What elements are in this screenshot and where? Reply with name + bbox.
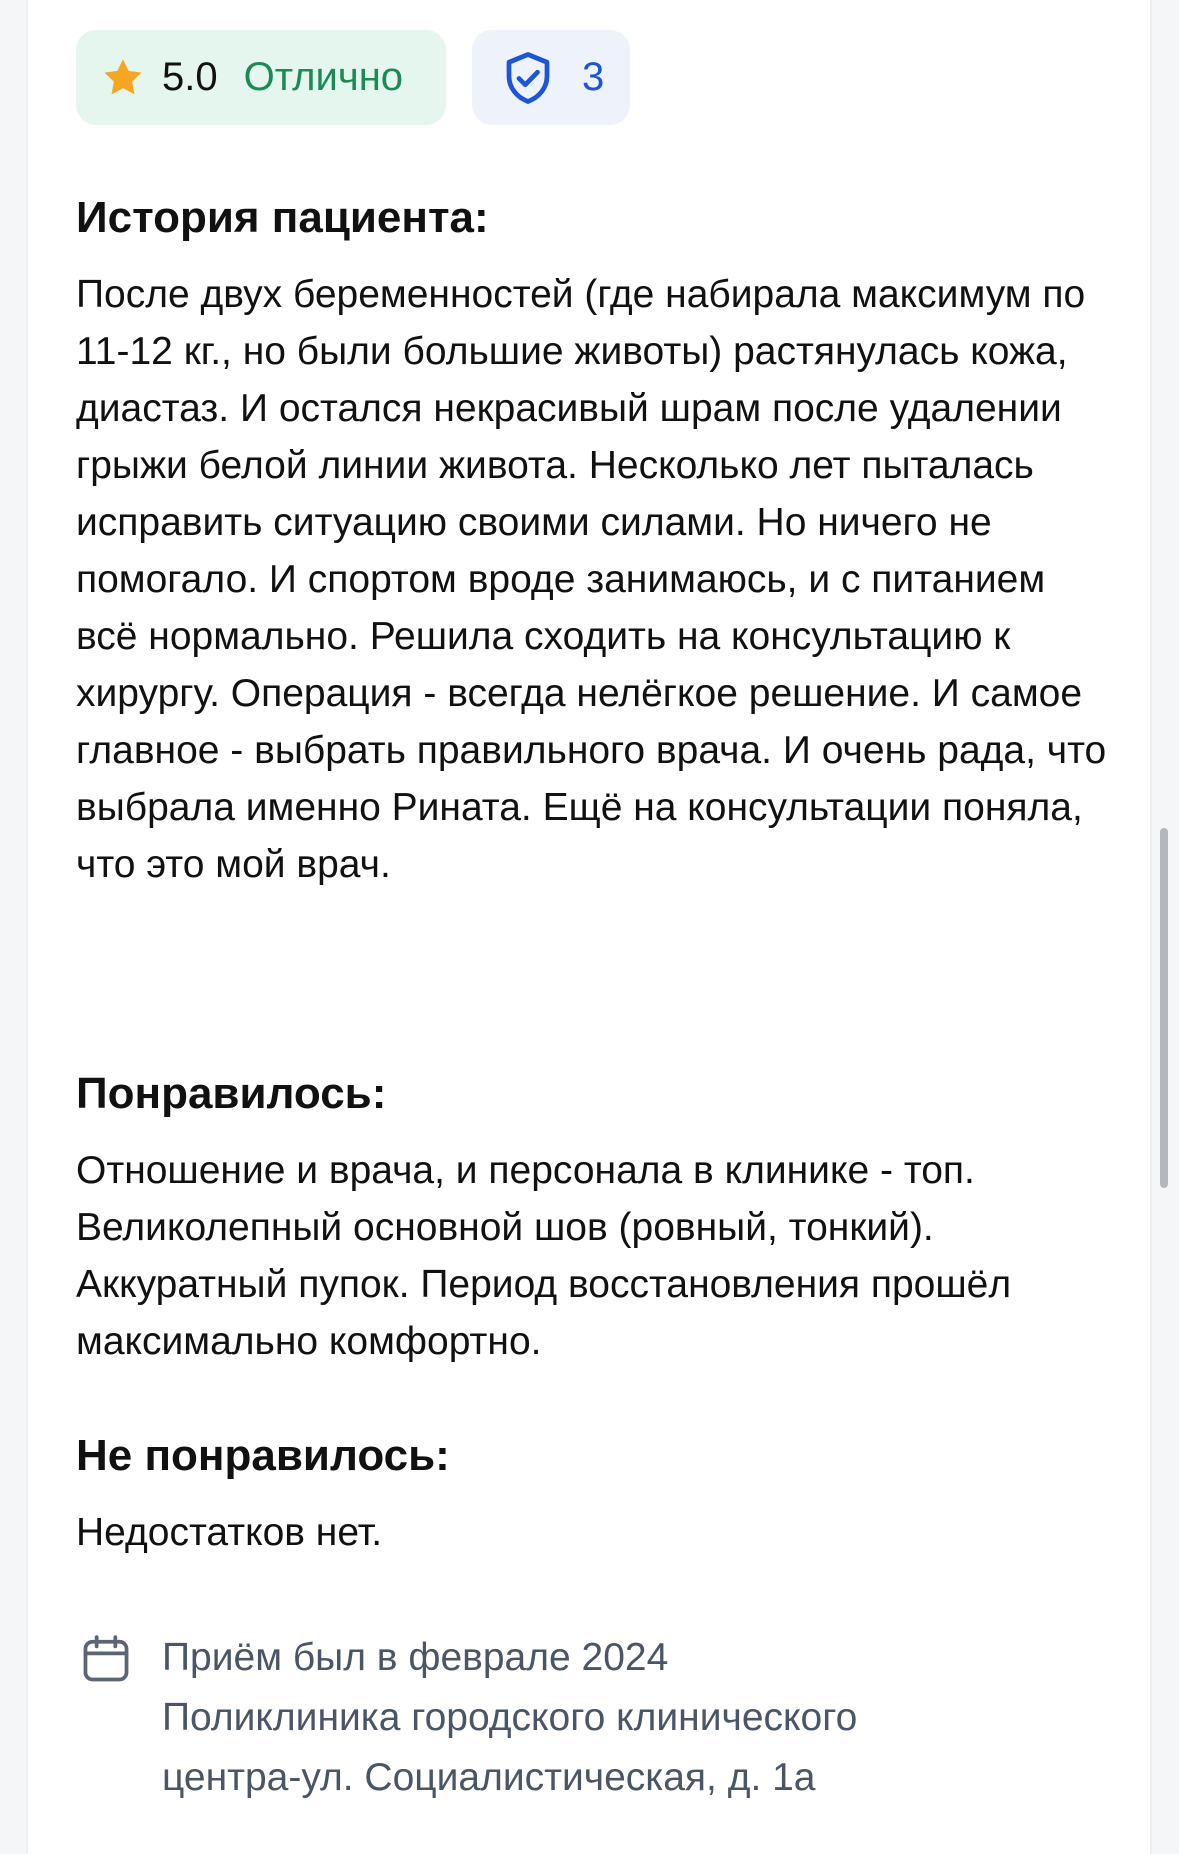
disliked-title: Не понравилось: [76,1431,450,1480]
shield-check-icon [498,48,558,108]
history-section [76,190,1116,893]
calendar-icon [78,1631,134,1687]
clinic-address-line2: центра-ул. Социалистическая, д. 1а [162,1756,816,1799]
rating-label: Отлично [243,55,404,99]
rating-badge [76,30,446,125]
visit-date: Приём был в феврале 2024 [162,1636,669,1679]
clinic-address-line1: Поликлиника городского клинического [162,1696,858,1739]
visit-info [78,1628,1118,1808]
history-title: История пациента: [76,193,489,242]
star-icon [100,55,146,101]
disliked-text: Недостатков нет. [76,1511,383,1554]
disliked-section [76,1428,1116,1561]
verified-count: 3 [582,55,605,99]
visit-lines [162,1628,857,1808]
liked-title: Понравилось: [76,1069,387,1118]
history-text: После двух беременностей (где набирала максимум по 11-12 кг., но были большие животы) растянулась кожа, диастаз. И остался некрасивый шрам после удалении грыжи белой линии живота. Несколько лет пыталась исправить ситуацию своими силами. Но ничего не помогало. И спортом вроде занимаюсь, и с питанием всё нормально. Решила сходить на консультацию к хирургу. Операция - всегда нелёгкое решение. И самое главное - выбрать правильного врача. И очень рада, что выбрала именно Рината. Ещё на консультации поняла, что это мой врач. [76,273,1107,886]
rating-score: 5.0 [162,55,218,99]
review-badges [76,30,630,125]
verified-badge[interactable] [472,30,630,125]
liked-section [76,1066,1116,1370]
liked-text: Отношение и врача, и персонала в клинике - топ. Великолепный основной шов (ровный, тонкий). Аккуратный пупок. Период восстановления прошёл максимально комфортно. [76,1149,1012,1363]
scrollbar-thumb[interactable] [1160,828,1168,1188]
